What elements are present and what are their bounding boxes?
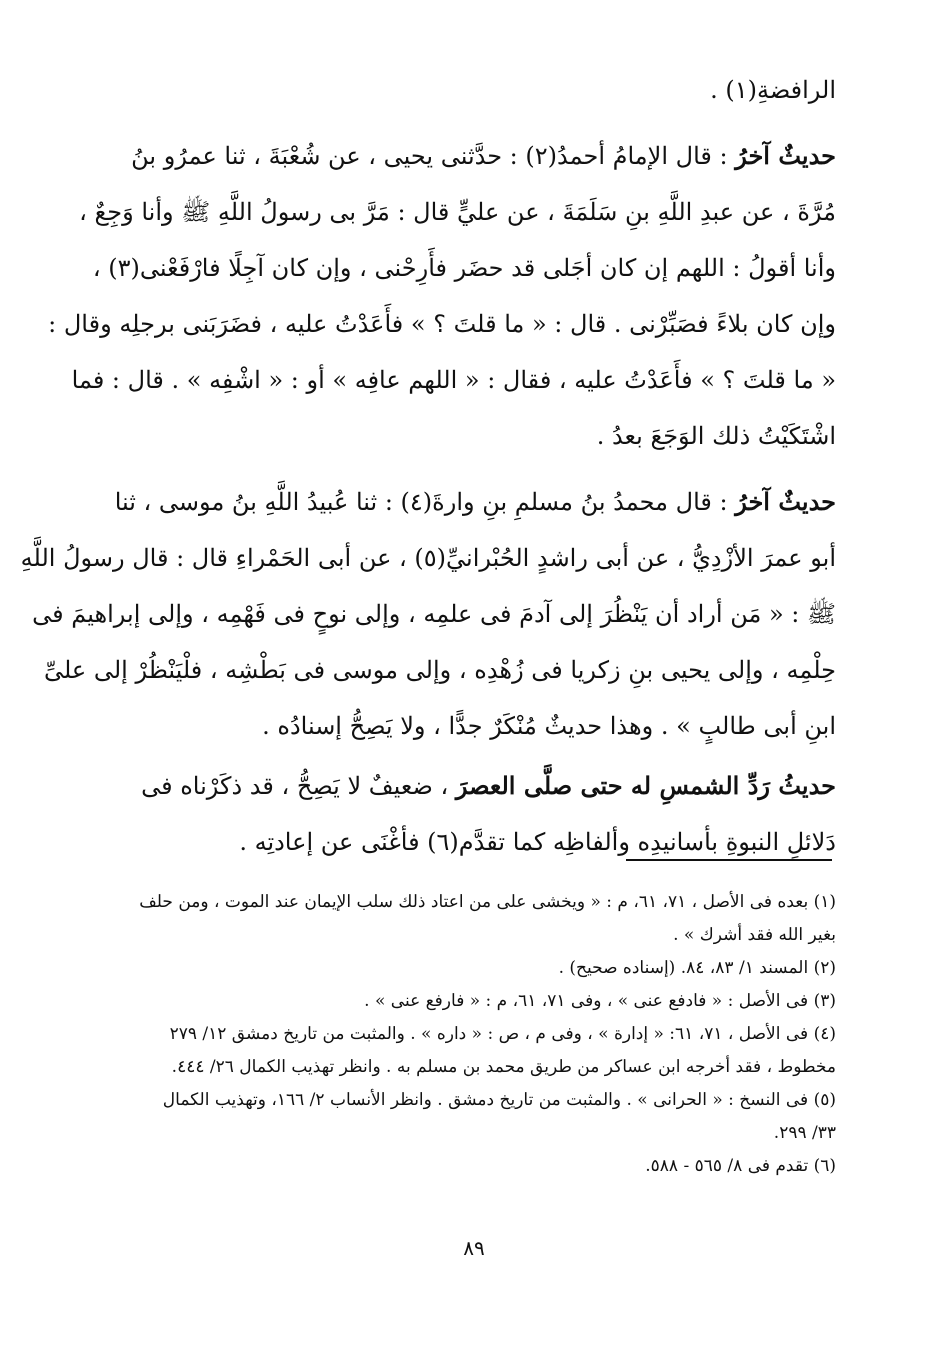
section-heading: حديثٌ آخرُ	[735, 141, 836, 170]
footnote-line: مخطوط ، فقد أخرجه ابن عساكر من طريق محمد بن مسلم به . وانظر تهذيب الكمال ٢٦/ ٤٤٤.	[171, 1057, 836, 1077]
text-line-body: : قال محمدُ بنُ مسلمِ بنِ وارةَ(٤) : ثنا عُبيدُ اللَّهِ بنُ موسى ، ثنا	[114, 488, 728, 516]
text-line-body: ، ضعيفٌ لا يَصِحُّ ، قد ذكَرْناه فى	[141, 772, 449, 800]
text-line: الرافضةِ(١) .	[710, 76, 836, 104]
text-line: أبو عمرَ الأزْدِيُّ ، عن أبى راشدٍ الحُبْرانيِّ(٥) ، عن أبى الحَمْراءِ قال : قال رسولُ اللَّهِ	[20, 544, 836, 572]
footnotes	[118, 886, 836, 1183]
text-line: وأنا أقولُ : اللهم إن كان أجَلى قد حضَر فأَرِحْنى ، وإن كان آجِلًا فارْفَعْنى(٣) ،	[92, 254, 836, 282]
footnote-line: (٥) فى النسخ : « الحرانى » . والمثبت من تاريخ دمشق . وانظر الأنساب ٢/ ١٦٦، وتهذيب الكمال	[162, 1090, 836, 1110]
section-heading: حديثُ رَدِّ الشمسِ له حتى صلَّى العصرَ	[455, 771, 836, 800]
text-line-body: : قال الإمامُ أحمدُ(٢) : حدَّثنى يحيى ، عن شُعْبَةَ ، ثنا عمرُو بنُ	[131, 142, 728, 170]
text-line: ابنِ أبى طالبٍ » . وهذا حديثٌ مُنْكَرٌ جدًّا ، ولا يَصِحُّ إسنادُه .	[262, 712, 836, 740]
footnote-line: ٣٣/ ٢٩٩.	[773, 1123, 836, 1143]
footnote-line: (٤) فى الأصل ، ٧١، ٦١: « إدارة » ، وفى م ، ص : « داره » . والمثبت من تاريخ دمشق ١٢/ ٢٧٩	[169, 1024, 836, 1044]
text-line	[118, 128, 836, 184]
main-text	[20, 62, 836, 870]
section-heading: حديثٌ آخرُ	[735, 487, 836, 516]
footnote-line: (٣) فى الأصل : « فادفع عنى » ، وفى ٧١، ٦١، م : « فارفع عنى » .	[364, 991, 836, 1011]
footnote-line: (١) بعده فى الأصل ، ٧١، ٦١، م : « ويخشى على من اعتاد ذلك سلب الإيمان عند الموت ، ومن حلف	[139, 892, 836, 912]
text-line: حِلْمِه ، وإلى يحيى بنِ زكريا فى زُهْدِه ، وإلى موسى فى بَطْشِه ، فلْيَنْظُرْ إلى علىِّ	[43, 656, 836, 684]
footnote-line: (٢) المسند ١/ ٨٣، ٨٤. (إسناده صحيح) .	[558, 958, 836, 978]
footnote-line: بغير الله فقد أشرك » .	[673, 925, 836, 945]
text-line: ﷺ : « مَن أراد أن يَنْظُرَ إلى آدمَ فى علمِه ، وإلى نوحٍ فى فَهْمِه ، وإلى إبراهيمَ فى	[32, 600, 836, 628]
text-line	[114, 474, 836, 530]
footnote-divider	[626, 859, 832, 861]
page-number: ٨٩	[463, 1236, 485, 1260]
text-line	[118, 758, 836, 814]
footnote-line: (٦) تقدم فى ٨/ ٥٦٥ - ٥٨٨.	[645, 1156, 836, 1176]
text-line: دَلائلِ النبوةِ بأسانيدِه وألفاظِه كما تقدَّم(٦) فأغْنَى عن إعادتِه .	[239, 828, 836, 856]
text-line: وإن كان بلاءً فصَبِّرْنى . قال : « ما قلتَ ؟ » فأَعَدْتُ عليه ، فضَرَبَنى برجلِه وقال :	[48, 310, 836, 338]
text-line: « ما قلتَ ؟ » فأَعَدْتُ عليه ، فقال : « اللهم عافِه » أو : « اشْفِه » . قال : فما	[71, 366, 836, 394]
text-line: اشْتَكَيْتُ ذلك الوَجَعَ بعدُ .	[596, 422, 836, 450]
text-line: مُرَّةَ ، عن عبدِ اللَّهِ بنِ سَلَمَةَ ، عن عليٍّ قال : مَرَّ بى رسولُ اللَّهِ ﷺ وأنا وَجِعٌ ،	[79, 198, 836, 226]
